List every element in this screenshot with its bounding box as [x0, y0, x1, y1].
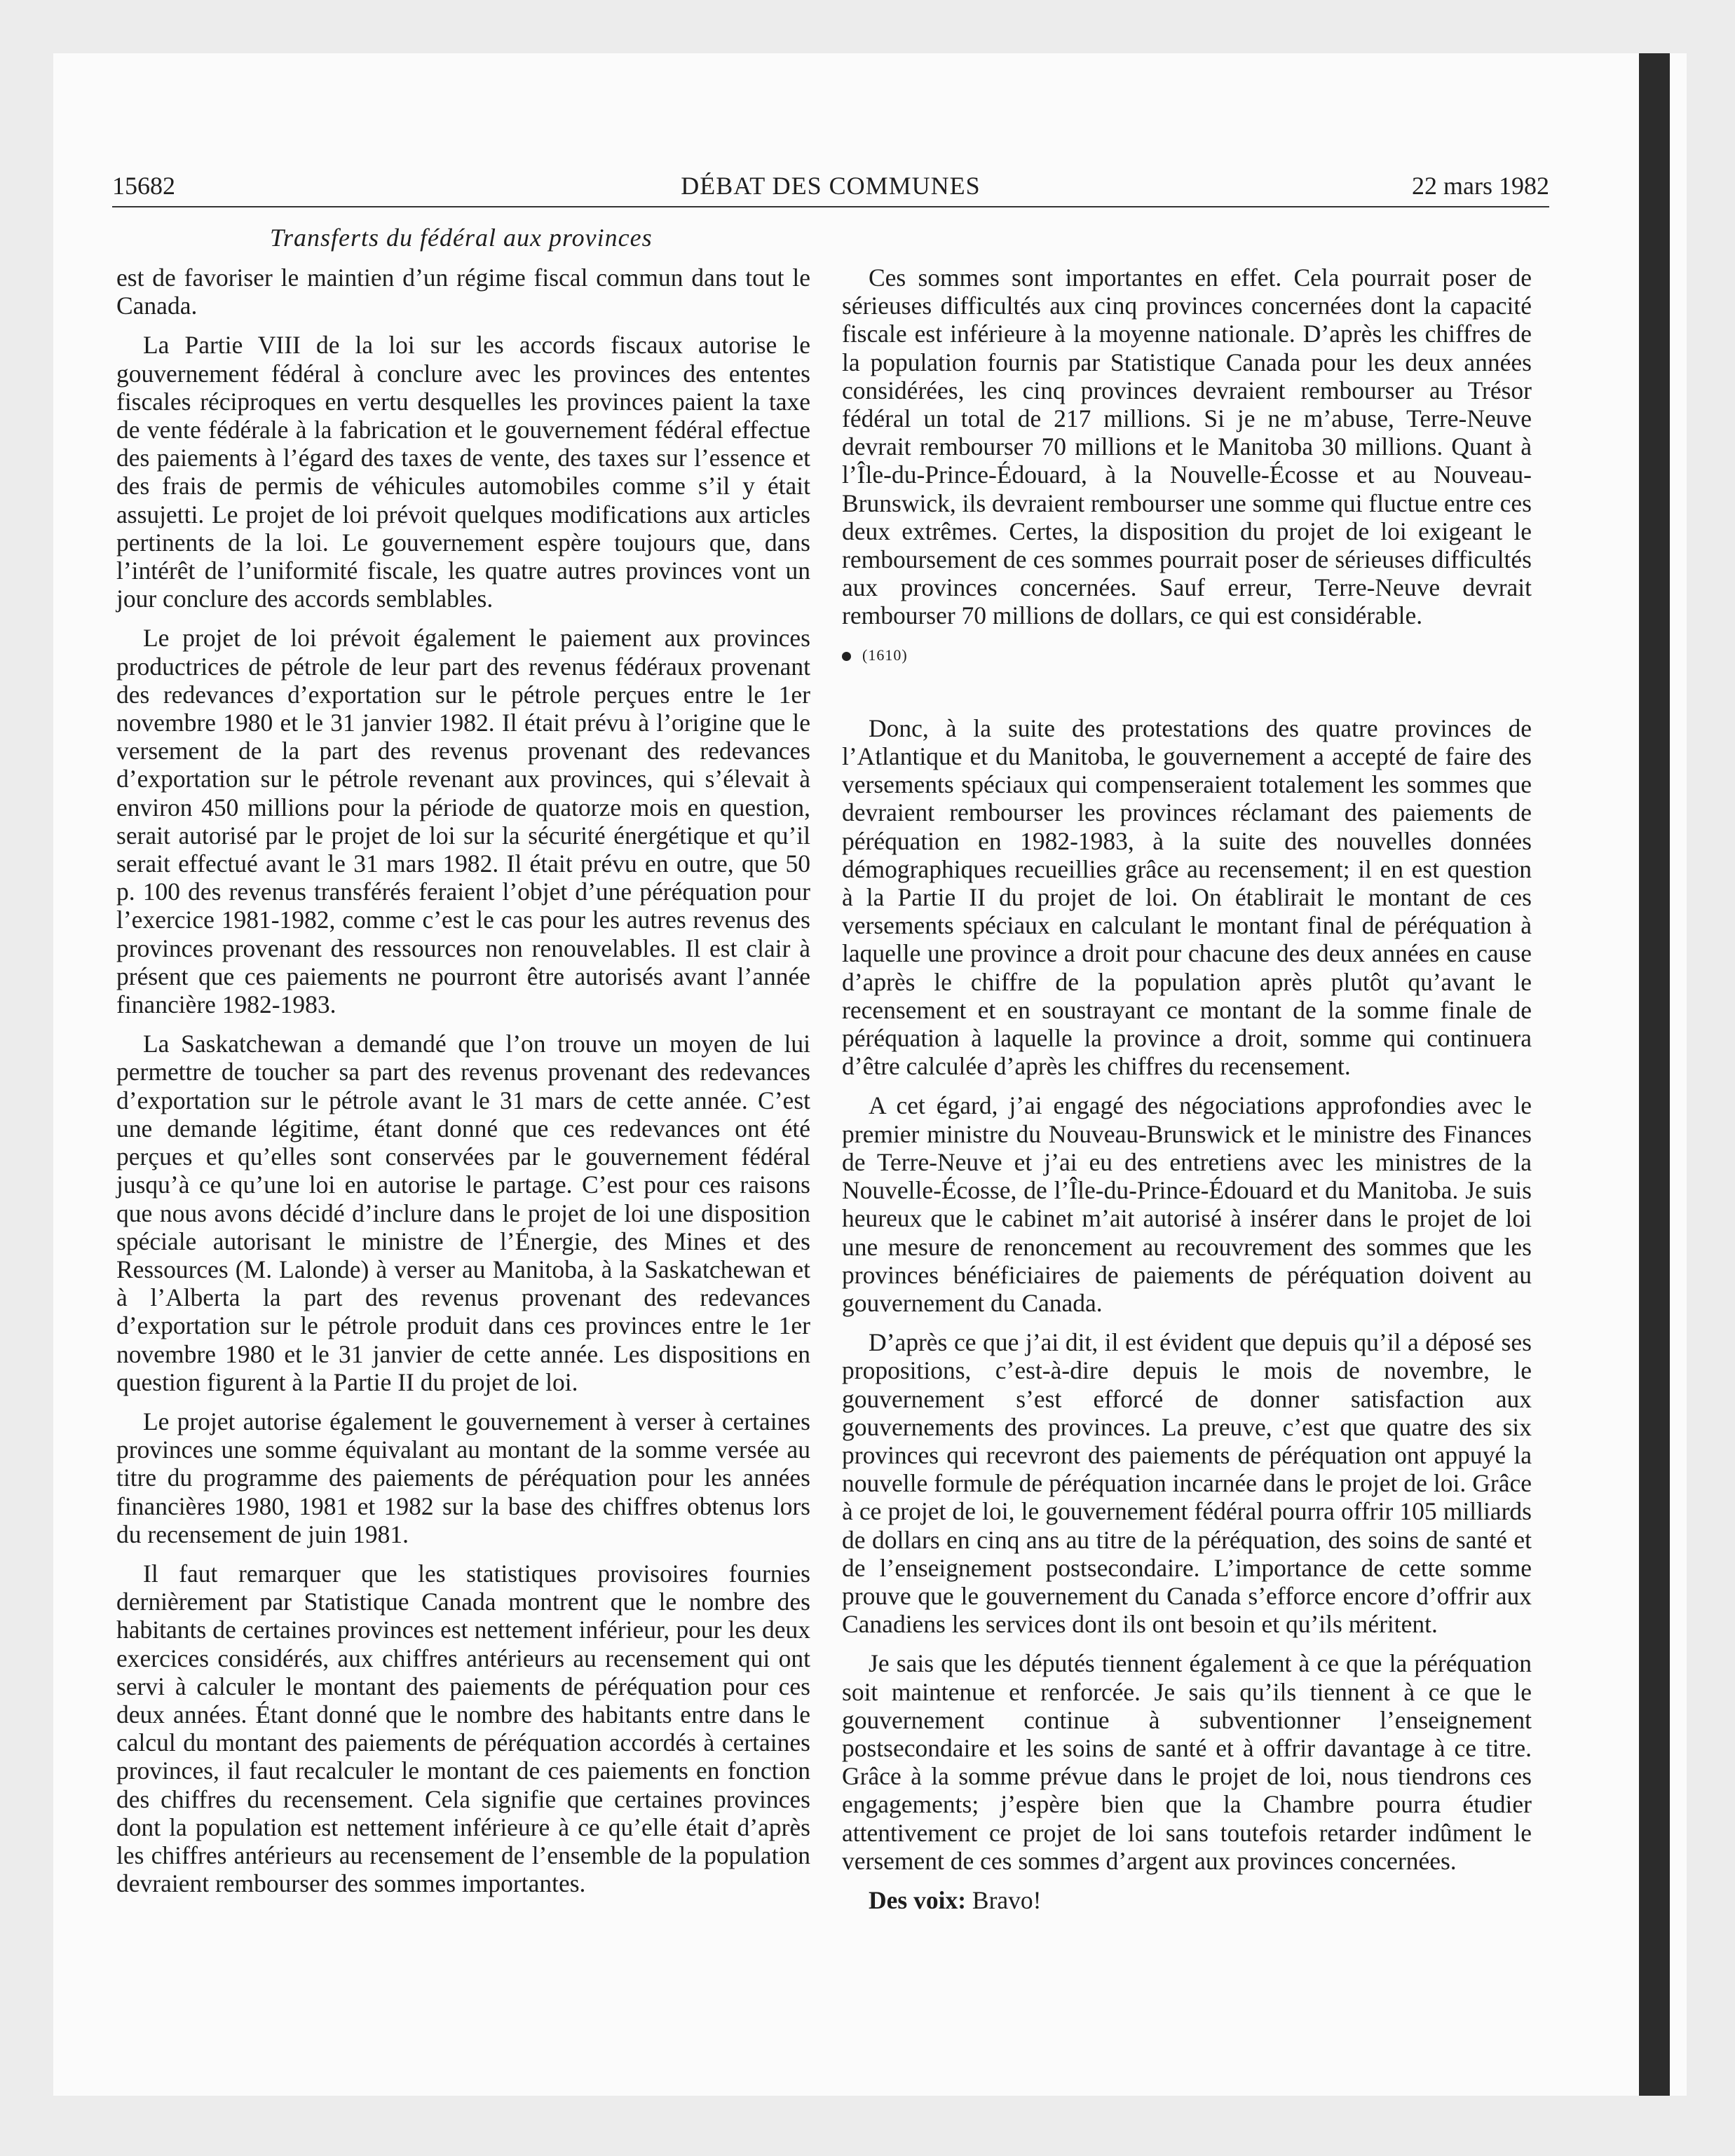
- right-column: [842, 264, 1532, 1925]
- paragraph: Il faut remarquer que les statistiques provisoires fournies dernièrement par Statistique Canada montrent que le nombre des habitants de certaines provinces est nettement inférieur, pour les deux exercices considérés, aux chiffres antérieurs au recensement qui ont servi à calculer le montant des paiements de péréquation pour ces deux années. Étant donné que le nombre des habitants entre dans le calcul du montant des paiements de péréquation accordés à certaines provinces, il faut recalculer le montant de ces paiements en fonction des chiffres du recensement. Cela signifie que certaines provinces dont la population est nettement inférieure à ce qu’elle était d’après les chiffres antérieurs au recensement de l’ensemble de la population devraient rembourser des sommes importantes.: [116, 1559, 810, 1898]
- bullet-icon: [842, 652, 851, 661]
- paragraph: A cet égard, j’ai engagé des négociations approfondies avec le premier ministre du Nouveau-Brunswick et le ministre des Finances de Terre-Neuve et j’ai eu des entretiens avec les ministres de la Nouvelle-Écosse, de l’Île-du-Prince-Édouard et du Manitoba. Je suis heureux que le cabinet m’ait autorisé à insérer dans le projet de loi une mesure de renoncement au recouvrement des sommes que les provinces bénéficiaires de paiements de péréquation doivent au gouvernement du Canada.: [842, 1091, 1532, 1317]
- page-header: [112, 171, 1549, 207]
- paragraph: Je sais que les députés tiennent également à ce que la péréquation soit maintenue et renforcée. Je sais qu’ils tiennent à ce que le gouvernement continue à subventionner l’enseignement postsecondaire et les soins de santé et à offrir davantage à ce titre. Grâce à la somme prévue dans le projet de loi, nous tiendrons ces engagements; j’espère bien que la Chambre pourra étudier attentivement ce projet de loi sans toutefois retarder indûment le versement de ces sommes d’argent aux provinces concernées.: [842, 1649, 1532, 1875]
- publication-title: DÉBAT DES COMMUNES: [681, 172, 981, 200]
- paragraph: La Saskatchewan a demandé que l’on trouve un moyen de lui permettre de toucher sa part des revenus provenant des redevances d’exportation sur le pétrole avant le 31 mars de cette année. C’est une demande légitime, étant donné que ces redevances ont été perçues et qu’elles sont conservées par le gouvernement fédéral jusqu’à ce qu’une loi en autorise le partage. C’est pour ces raisons que nous avons décidé d’inclure dans le projet de loi une disposition spéciale autorisant le ministre de l’Énergie, des Mines et des Ressources (M. Lalonde) à verser au Manitoba, à la Saskatchewan et à l’Alberta la part des revenus provenant des redevances d’exportation sur le pétrole produit dans ces provinces entre le 1er novembre 1980 et le 31 janvier de cette année. Les dispositions en question figurent à la Partie II du projet de loi.: [116, 1030, 810, 1396]
- paragraph: D’après ce que j’ai dit, il est évident que depuis qu’il a déposé ses propositions, c’est-à-dire depuis le mois de novembre, le gouvernement s’est efforcé de donner satisfaction aux gouvernements des provinces. La preuve, c’est que quatre des six provinces qui recevront des paiements de péréquation ont appuyé la nouvelle formule de péréquation incarnée dans le projet de loi. Grâce à ce projet de loi, le gouvernement fédéral pourra offrir 105 milliards de dollars en cinq ans au titre de la péréquation, des soins de santé et de l’enseignement postsecondaire. L’importance de cette somme prouve que le gouvernement du Canada s’efforce encore d’offrir aux Canadiens les services dont ils ont besoin et qu’ils méritent.: [842, 1328, 1532, 1639]
- page-number: 15682: [112, 172, 175, 200]
- speaker-text: Bravo!: [972, 1885, 1042, 1914]
- publication-date: 22 mars 1982: [1412, 172, 1549, 200]
- speaker-label: Des voix:: [869, 1885, 967, 1914]
- running-head: Transferts du fédéral aux provinces: [270, 224, 653, 252]
- paragraph: Donc, à la suite des protestations des quatre provinces de l’Atlantique et du Manitoba, le gouvernement a accepté de faire des versements spéciaux qui compenseraient totalement les sommes que devraient rembourser les provinces réclamant des paiements de péréquation en 1982-1983, à la suite des nouvelles données démographiques recueillies grâce au recensement; il en est question à la Partie II du projet de loi. On établirait le montant de ces versements spéciaux en calculant le montant final de péréquation à laquelle une province a droit pour chacune des deux années en cause d’après le chiffre de la population après plutôt qu’avant le recensement et en soustrayant ce montant de la somme finale de péréquation à laquelle la province a droit, somme qui continuera d’être calculée d’après les chiffres du recensement.: [842, 714, 1532, 1081]
- paragraph: La Partie VIII de la loi sur les accords fiscaux autorise le gouvernement fédéral à conclure avec les provinces des ententes fiscales réciproques en vertu desquelles les provinces paient la taxe de vente fédérale à la fabrication et le gouvernement fédéral effectue des paiements à l’égard des taxes de vente, des taxes sur l’essence et des frais de permis de véhicules automobiles comme s’il y était assujetti. Le projet de loi prévoit quelques modifications aux articles pertinents de la loi. Le gouvernement espère toujours que, dans l’intérêt de l’uniformité fiscale, les quatre autres provinces vont un jour conclure des accords semblables.: [116, 331, 810, 613]
- closing-paragraph: [842, 1886, 1532, 1914]
- timestamp-text: (1610): [862, 646, 908, 664]
- paragraph: Le projet autorise également le gouvernement à verser à certaines provinces une somme équivalant au montant de la somme versée au titre du programme des paiements de péréquation pour les années financières 1980, 1981 et 1982 sur la base des chiffres obtenus lors du recensement de juin 1981.: [116, 1407, 810, 1548]
- paragraph: Ces sommes sont importantes en effet. Cela pourrait poser de sérieuses difficultés aux cinq provinces concernées dont la capacité fiscale est inférieure à la moyenne nationale. D’après les chiffres de la population fournis par Statistique Canada pour les deux années considérées, les cinq provinces devraient rembourser au Trésor fédéral un total de 217 millions. Si je ne m’abuse, Terre-Neuve devrait rembourser 70 millions et le Manitoba 30 millions. Quant à l’Île-du-Prince-Édouard, à la Nouvelle-Écosse et au Nouveau-Brunswick, ils devraient rembourser une somme qui fluctue entre ces deux extrêmes. Certes, la disposition du projet de loi exigeant le remboursement de ces sommes pourrait poser de sérieuses difficultés aux provinces concernées. Sauf erreur, Terre-Neuve devrait rembourser 70 millions de dollars, ce qui est considérable.: [842, 264, 1532, 630]
- timestamp: [842, 641, 1532, 669]
- left-column: [116, 264, 810, 1909]
- paragraph: est de favoriser le maintien d’un régime fiscal commun dans tout le Canada.: [116, 264, 810, 320]
- scan-edge: [1639, 53, 1670, 2096]
- paragraph: Le projet de loi prévoit également le paiement aux provinces productrices de pétrole de leur part des revenus fédéraux provenant des redevances d’exportation sur le pétrole perçues entre le 1er novembre 1980 et le 31 janvier 1982. Il était prévu à l’origine que le versement de la part des revenus provenant des redevances d’exportation sur le pétrole revenant aux provinces, qui s’élevait à environ 450 millions pour la période de quatorze mois en question, serait autorisé par le projet de loi sur la sécurité énergétique et qu’il serait effectué avant le 31 mars 1982. Il était prévu en outre, que 50 p. 100 des revenus transférés feraient l’objet d’une péréquation pour l’exercice 1981-1982, comme c’est le cas pour les autres revenus des provinces provenant des ressources non renouvelables. Il est clair à présent que ces paiements ne pourront être autorisés avant l’année financière 1982-1983.: [116, 624, 810, 1019]
